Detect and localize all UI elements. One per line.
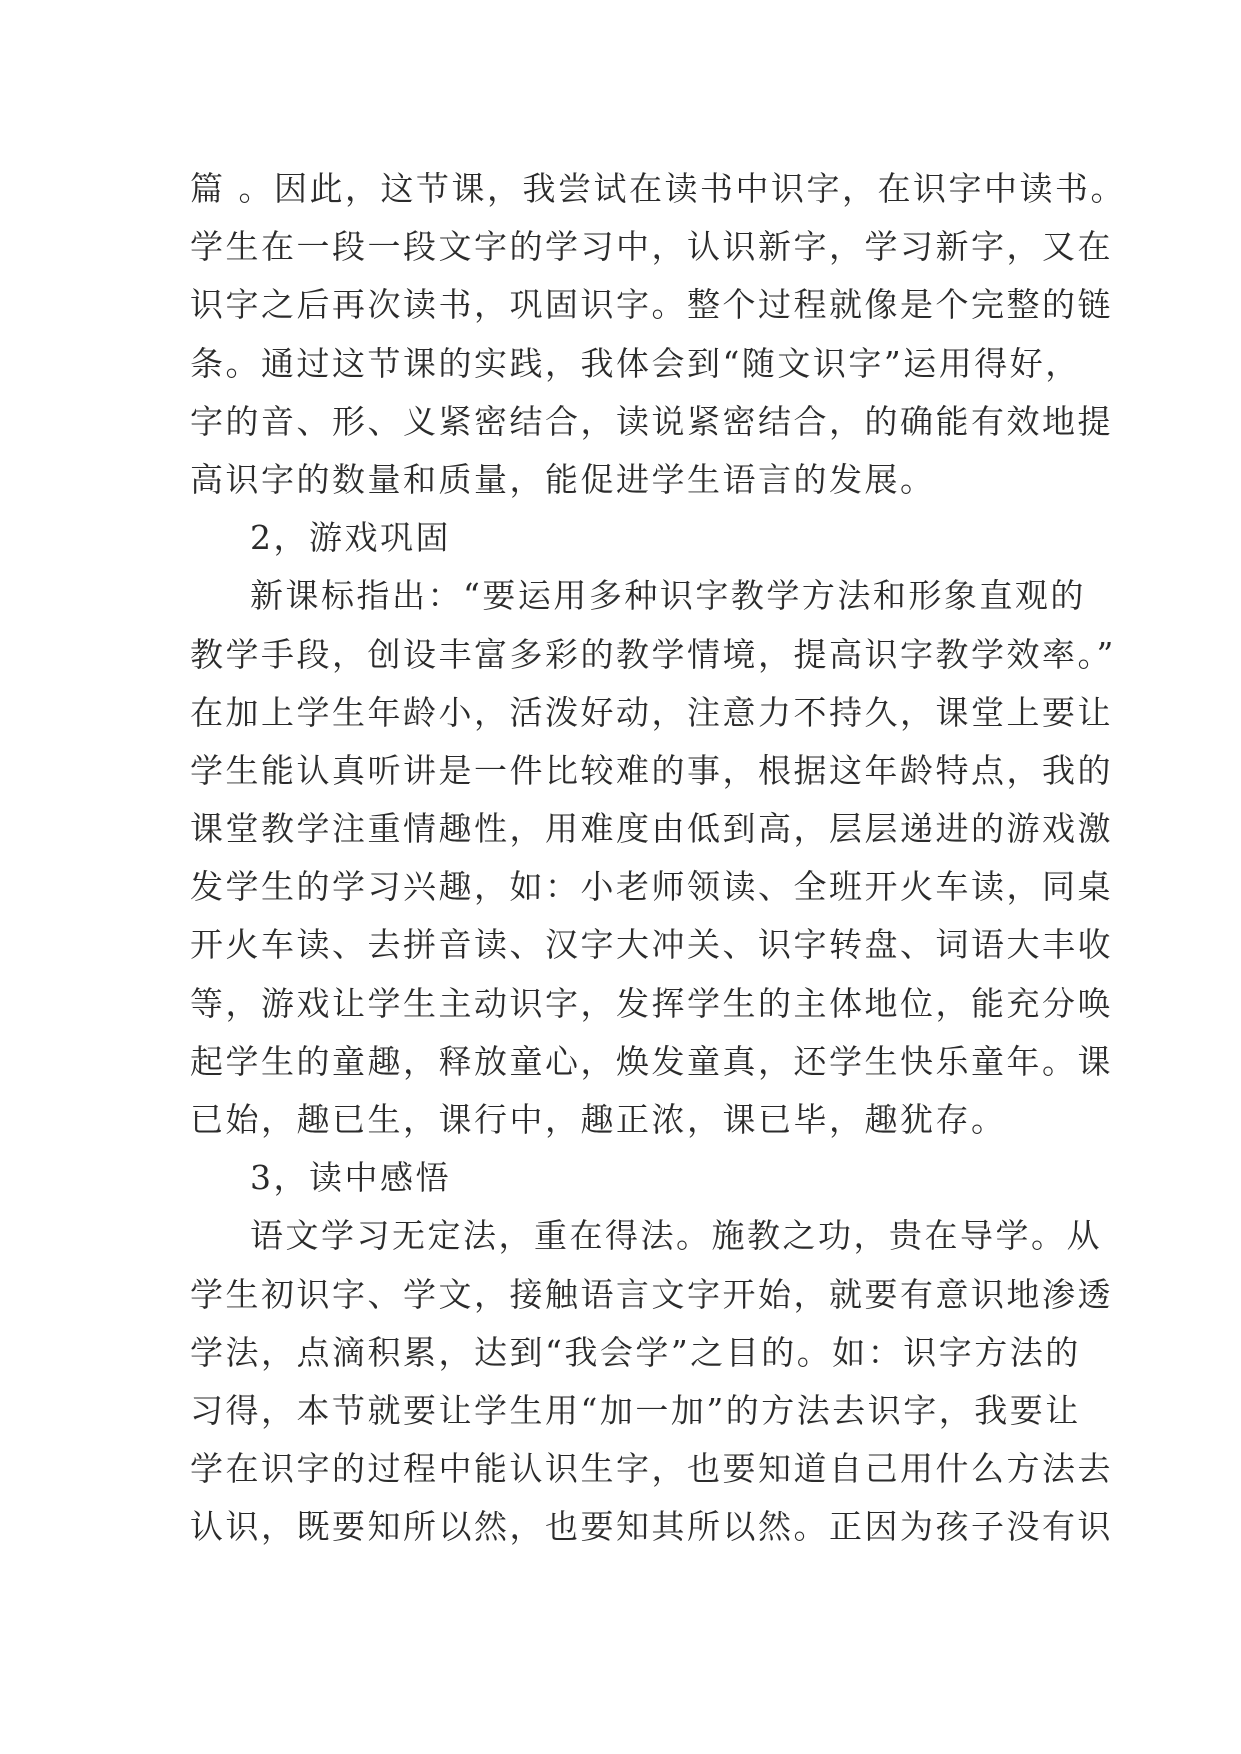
text-line: 条。通过这节课的实践，我体会到“随文识字”运用得好， — [190, 343, 1081, 383]
text-line: 已始，趣已生，课行中，趣正浓，课已毕，趣犹存。 — [190, 1100, 1007, 1139]
text-line: 认识，既要知所以然，也要知其所以然。正因为孩子没有识 — [190, 1507, 1113, 1547]
text-line: 等，游戏让学生主动识字，发挥学生的主体地位，能充分唤 — [190, 983, 1113, 1023]
text-line: 新课标指出：“要运用多种识字教学方法和形象直观的 — [250, 576, 1086, 616]
text-line: 发学生的学习兴趣，如：小老师领读、全班开火车读，同桌 — [190, 867, 1113, 907]
text-line: 在加上学生年龄小，活泼好动，注意力不持久，课堂上要让 — [190, 692, 1113, 732]
text-line: 高识字的数量和质量，能促进学生语言的发展。 — [190, 459, 936, 499]
text-line: 语文学习无定法，重在得法。施教之功，贵在导学。从 — [250, 1216, 1102, 1256]
text-line: 习得，本节就要让学生用“加一加”的方法去识字，我要让 — [190, 1390, 1081, 1430]
body-text — [190, 160, 1126, 1557]
text-line: 教学手段，创设丰富多彩的教学情境，提高识字教学效率。” — [190, 634, 1116, 674]
text-line: 字的音、形、义紧密结合，读说紧密结合，的确能有效地提 — [190, 401, 1113, 441]
text-line: 学生初识字、学文，接触语言文字开始，就要有意识地渗透 — [190, 1274, 1113, 1314]
text-line: 学在识字的过程中能认识生字，也要知道自己用什么方法去 — [190, 1449, 1113, 1489]
text-line: 学生在一段一段文字的学习中，认识新字，学习新字，又在 — [190, 227, 1113, 267]
text-line: 课堂教学注重情趣性，用难度由低到高，层层递进的游戏激 — [190, 809, 1113, 849]
text-line: 学生能认真听讲是一件比较难的事，根据这年龄特点，我的 — [190, 750, 1113, 790]
text-line: 识字之后再次读书，巩固识字。整个过程就像是个完整的链 — [190, 285, 1113, 325]
text-line: 篇 。因此，这节课，我尝试在读书中识字，在识字中读书。 — [190, 169, 1126, 208]
text-line: 开火车读、去拼音读、汉字大冲关、识字转盘、词语大丰收 — [190, 925, 1113, 965]
section-heading: 2，游戏巩固 — [250, 518, 451, 558]
text-line: 起学生的童趣，释放童心，焕发童真，还学生快乐童年。课 — [190, 1041, 1113, 1081]
section-heading: 3，读中感悟 — [250, 1158, 451, 1198]
text-line: 学法，点滴积累，达到“我会学”之目的。如：识字方法的 — [190, 1332, 1081, 1372]
